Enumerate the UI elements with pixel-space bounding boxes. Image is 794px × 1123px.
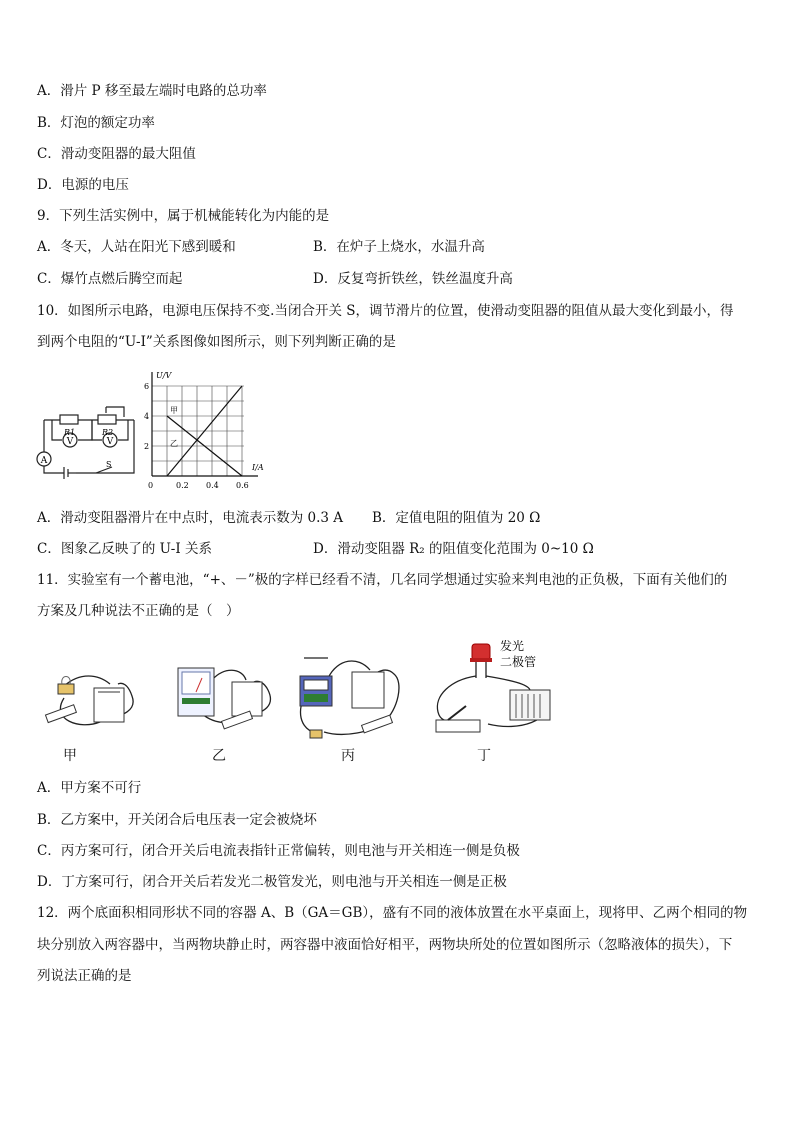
resistor-r1 [60,415,78,424]
switch-icon [436,720,480,732]
q11-figure-yi [172,662,284,734]
led-label-line2: 二极管 [500,655,537,669]
y-tick: 2 [144,442,150,451]
switch-icon [362,715,393,733]
q11-figure-bing [294,652,406,744]
q10-stem-line2: 到两个电阻的“U-I”关系图像如图所示，则下列判断正确的是 [37,334,396,350]
x-tick: 0.4 [206,481,219,490]
led-label-line1: 发光 [500,640,525,653]
bulb-holder-icon [58,684,74,694]
q8-option-b: B．灯泡的额定功率 [37,115,155,131]
q11-figure-jia [40,662,140,734]
switch-label: S [106,460,112,469]
q11-stem-line2: 方案及几种说法不正确的是（ ） [37,603,240,619]
led-icon [472,644,490,660]
graph-label-yi: 乙 [170,439,178,448]
q9-stem: 9．下列生活实例中，属于机械能转化为内能的是 [37,208,330,224]
graph-x-label: I/A [252,463,264,472]
bulb-icon [310,730,322,738]
graph-label-jia: 甲 [170,406,178,415]
q9-option-c: C．爆竹点燃后腾空而起 [37,271,183,287]
q11-fig-label-jia: 甲 [63,748,77,764]
q10-option-b: B．定值电阻的阻值为 20 Ω [372,510,541,526]
q12-stem-line3: 列说法正确的是 [37,968,132,984]
q10-option-a: A．滑动变阻器滑片在中点时，电流表示数为 0.3 A [37,510,344,526]
q11-figure-ding [430,640,560,740]
q12-stem-line1: 12．两个底面积相同形状不同的容器 A、B（GA＝GB），盛有不同的液体放置在水平桌面上，现将甲、乙两个相同的物 [37,905,748,921]
q11-fig-label-ding: 丁 [477,748,491,764]
q10-ui-graph [142,366,270,494]
q11-fig-label-yi: 乙 [212,748,226,764]
q9-option-a: A．冬天，人站在阳光下感到暖和 [37,239,236,255]
q11-option-a: A．甲方案不可行 [37,780,142,796]
q12-stem-line2: 块分别放入两容器中，当两物块静止时，两容器中液面恰好相平，两物块所处的位置如图所示（忽略液体的损失），下 [37,937,733,953]
q9-option-b: B．在炉子上烧水，水温升高 [313,239,485,255]
battery-icon [232,682,262,716]
q10-option-c: C．图象乙反映了的 U-I 关系 [37,541,212,557]
q8-option-c: C．滑动变阻器的最大阻值 [37,146,196,162]
y-tick: 4 [144,412,150,421]
graph-y-label: U/V [156,371,172,380]
q11-option-b: B．乙方案中，开关闭合后电压表一定会被烧坏 [37,812,317,828]
battery-icon [94,688,124,722]
battery-icon [352,672,384,708]
q8-option-a: A．滑片 P 移至最左端时电路的总功率 [37,83,267,99]
q9-option-d: D．反复弯折铁丝，铁丝温度升高 [313,271,513,287]
x-tick: 0.6 [236,481,249,490]
voltmeter-2-label: V [106,437,114,447]
x-tick: 0.2 [176,481,189,490]
r2-label: R2 [102,428,114,437]
resistor-r2 [98,415,116,424]
q8-option-d: D．电源的电压 [37,177,129,193]
voltmeter-1-label: V [66,437,74,447]
q11-option-c: C．丙方案可行，闭合开关后电流表指针正常偏转，则电池与开关相连一侧是负极 [37,843,520,859]
y-tick: 6 [144,382,150,391]
q11-option-d: D．丁方案可行，闭合开关后若发光二极管发光，则电池与开关相连一侧是正极 [37,874,507,890]
q11-stem-line1: 11．实验室有一个蓄电池，“+、－”极的字样已经看不清，几名同学想通过实验来判电池的正负极，下面有关他们的 [37,572,728,588]
x-tick: 0 [148,481,154,490]
r1-label: R1 [64,428,76,437]
q11-fig-label-bing: 丙 [341,748,355,764]
ammeter-label: A [40,456,48,466]
q10-option-d: D．滑动变阻器 R₂ 的阻值变化范围为 0~10 Ω [313,541,594,557]
q10-stem-line1: 10．如图所示电路，电源电压保持不变.当闭合开关 S，调节滑片的位置，使滑动变阻器的阻值从最大变化到最小，得 [37,303,734,319]
q10-circuit-diagram [34,395,142,487]
